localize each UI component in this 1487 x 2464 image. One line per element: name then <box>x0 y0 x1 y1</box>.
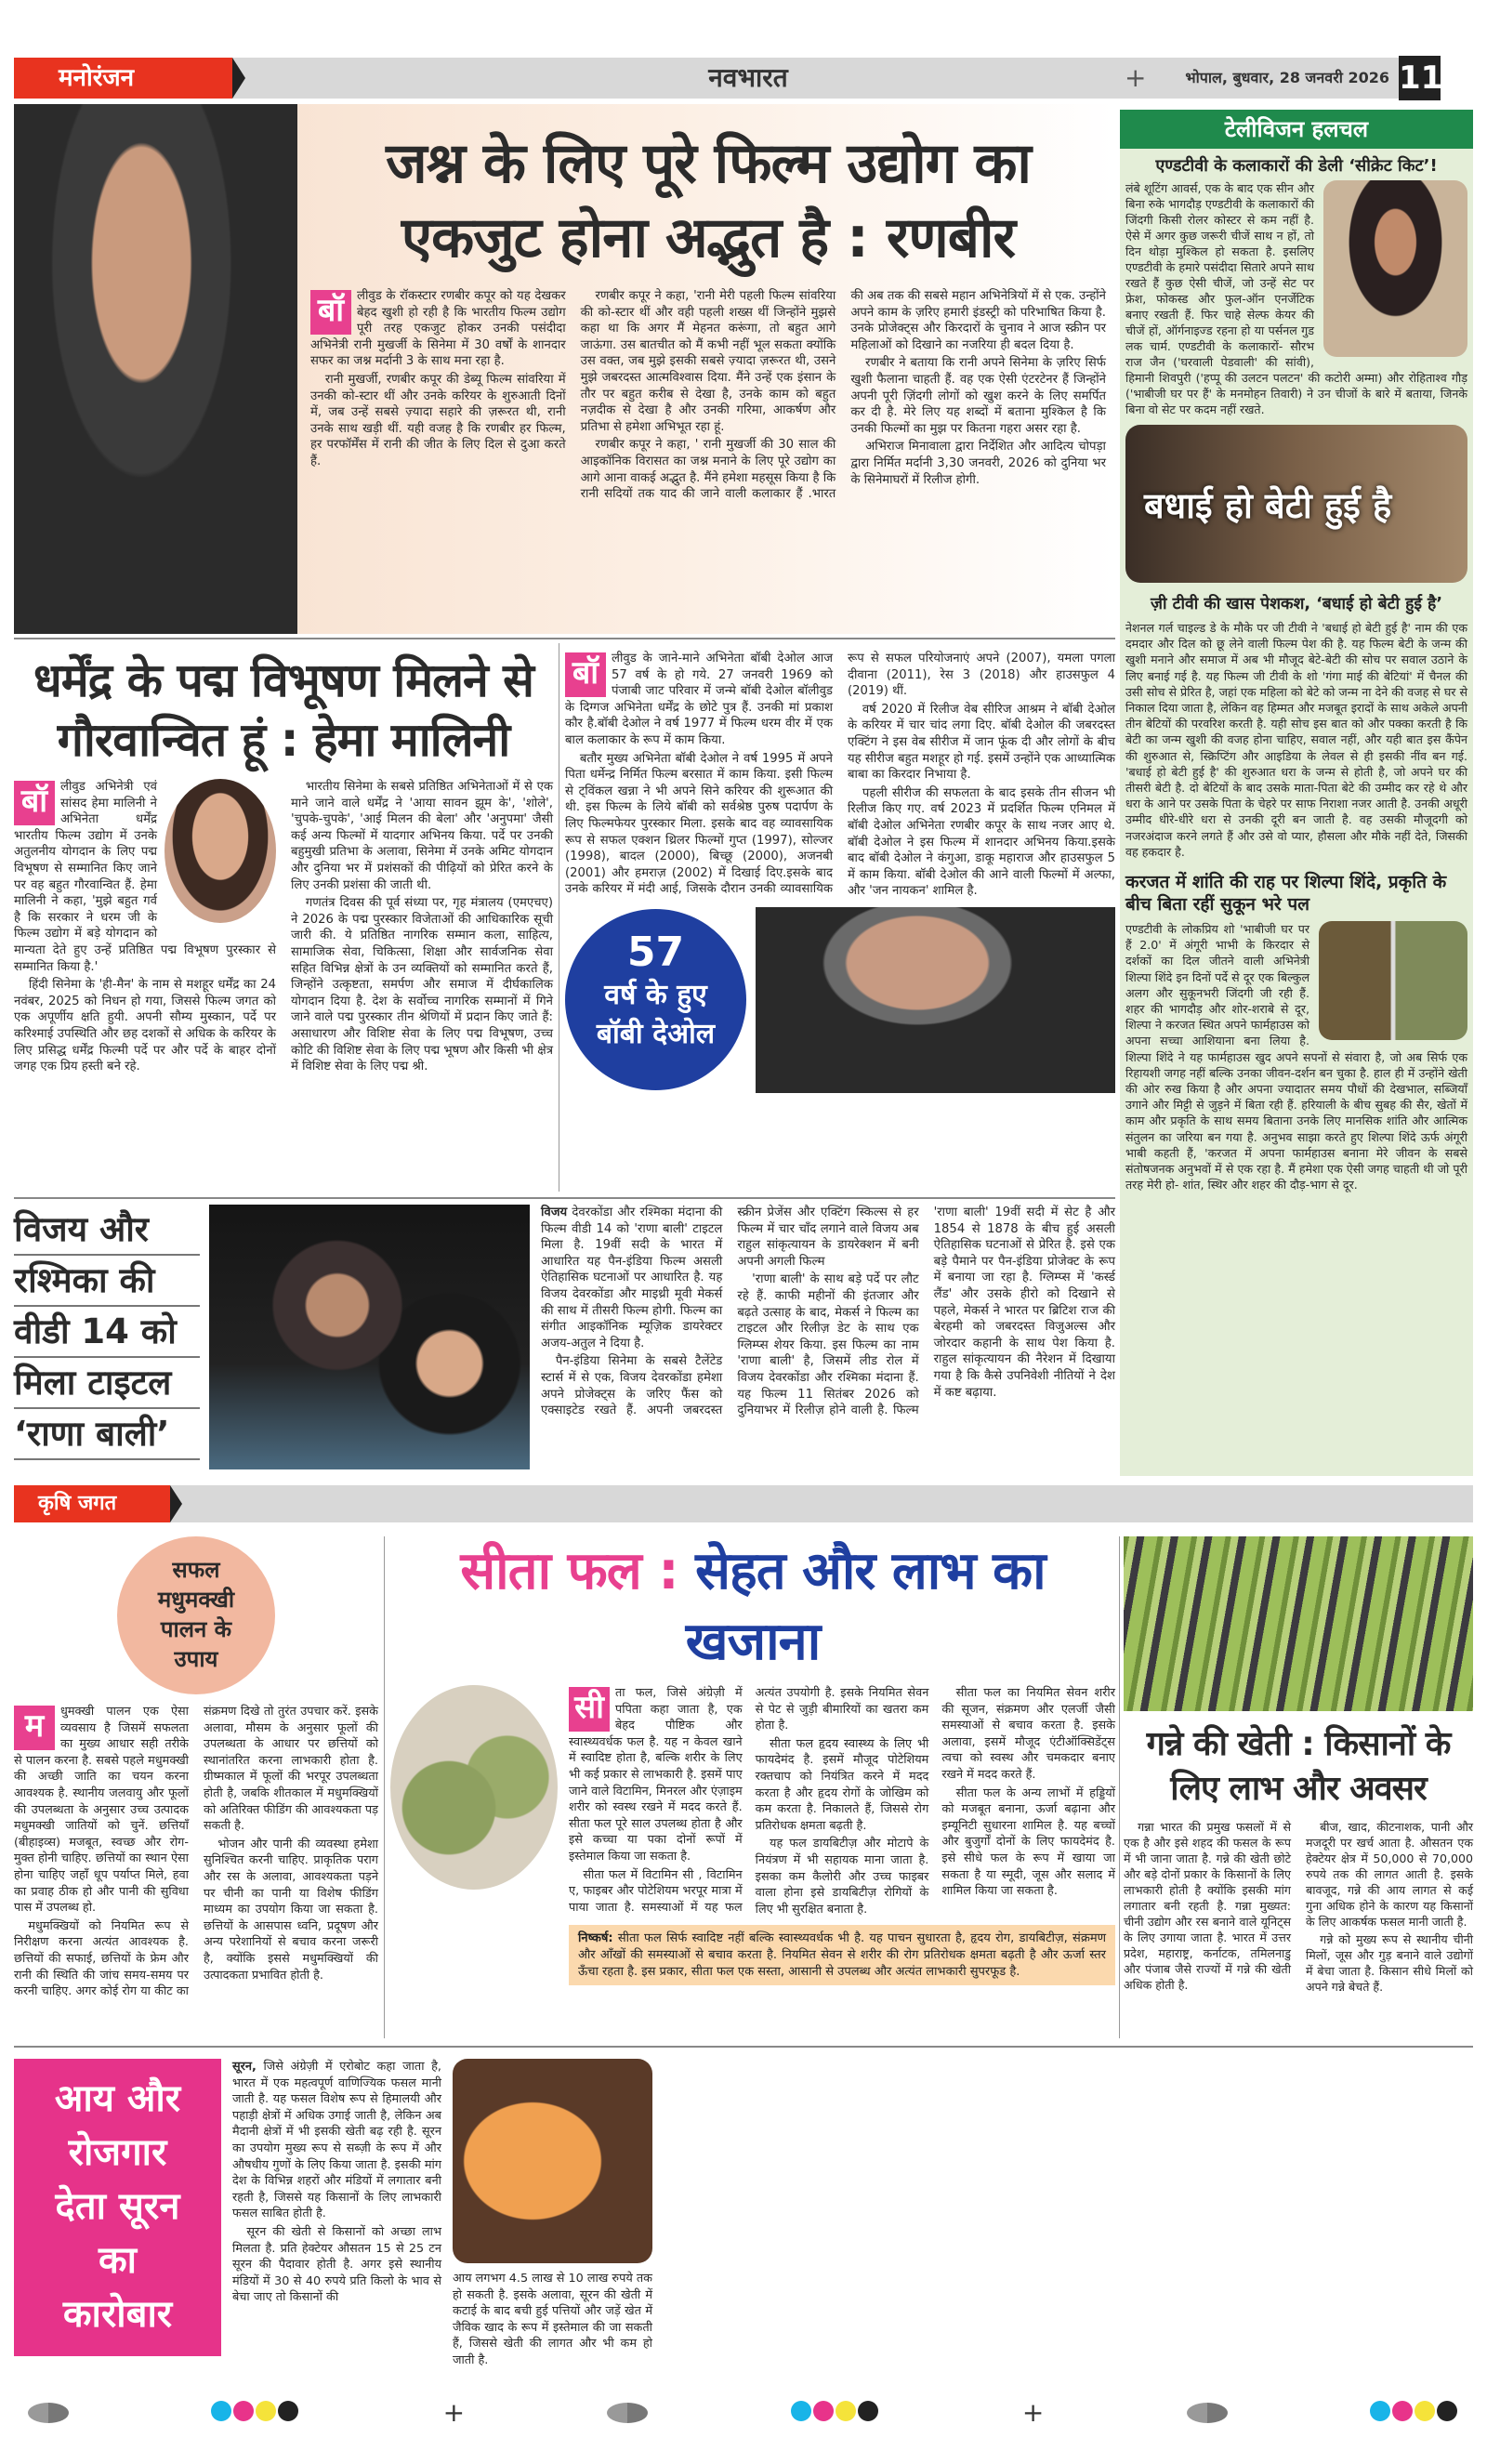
crosshair-mark: + <box>442 2397 466 2429</box>
headline-part: सीता फल : <box>460 1541 678 1601</box>
color-dots <box>1370 2401 1459 2425</box>
sugarcane-body <box>1124 1819 1473 1996</box>
vijay-rashmika-photo <box>209 1205 530 1469</box>
vijay-story <box>14 1205 1115 1469</box>
ranbir-photo <box>14 104 297 634</box>
left-stories <box>14 104 1115 1469</box>
tv-story3-headline: करजत में शांति की राह पर शिल्पा शिंदे, प्रकृति के बीच बिता रहीं सुकून भरे पल <box>1125 872 1447 916</box>
sitaphal-content <box>390 1685 1115 1985</box>
paragraph: यह फल डायबिटीज़ और मोटापे के नियंत्रण में भी सहायक माना जाता है. इसका कम कैलोरी और उच्च फाइबर वाला होना इसे डायबिटीज़ रोगियों के लिए भी सुरक्षित बनाता है. <box>755 1837 929 1917</box>
paragraph: पैन-इंडिया सिनेमा के सबसे टैलेंटेड स्टार्स में से एक, विजय देवरकोंडा हमेशा अपने प्रोजेक्ट्स के जरिए फैंस को एक्साइटेड रखते हैं. अपनी जबरदस्त स्क्रीन प्रेजेंस और एक्टिंग स्किल्स से हर फिल्म में चार चाँद लगाने वाले विजय अब राहुल सांकृत्यायन के डायरेक्शन में बनी अपनी अगली फिल्म <box>541 1206 919 1418</box>
paragraph: लीवुड अभिनेत्री एवं सांसद हेमा मालिनी ने अभिनेता धर्मेंद्र भारतीय फिल्म उद्योग में उनके अतुलनीय योगदान के लिए पद्म विभूषण से सम्मानित किए जाने पर वह बहुत गौरवान्वित हैं. हेमा मालिनी ने कहा, 'मुझे बहुत गर्व है कि सरकार ने धरम जी के फिल्म उद्योग में बड़े योगदान को मान्यता देते हुए उन्हें प्रतिष्ठित पद्म विभूषण पुरस्कार से सम्मानित किया है.' <box>14 780 276 974</box>
dropcap: बॉ <box>310 290 351 335</box>
ranbir-headline <box>310 126 1106 275</box>
headline-line: ‘राणा बाली’ <box>14 1409 200 1460</box>
conclusion-text: सीता फल सिर्फ स्वादिष्ट नहीं बल्कि स्वास्थ्यवर्धक भी है. यह पाचन सुधारता है, हृदय रोग, डायबिटीज़, संक्रमण और आँखों की समस्याओं से बचाव करता है. नियमित सेवन से शरीर की रोग प्रतिरोधक क्षमता बढ़ती है और ऊर्जा स्तर ऊँचा रहता है. इस प्रकार, सीता फल एक सस्ता, आसानी से उपलब्ध और अत्यंत लाभकारी सुपरफूड है. <box>578 1931 1106 1979</box>
bobby-visuals <box>565 907 1115 1093</box>
suran-body <box>232 2059 441 2308</box>
sitaphal-body <box>569 1685 1115 1917</box>
paragraph: नेशनल गर्ल चाइल्ड डे के मौके पर जी टीवी ने 'बधाई हो बेटी हुई है' नाम की एक दमदार और दिल को छू लेने वाली फिल्म पेश की है. यह फिल्म बेटी के जन्म की खुशी मनाने और समाज में अब भी मौजूद बेटे-बेटी की सोच पर सवाल उठाने के लिए बनाई गई है. यह फिल्म जी टीवी के शो 'गंगा माई की बेटियां' में चैनल की उसी सोच से प्रेरित है, जहां एक महिला को बेटे को जन्म ना देने की वजह से घर से निकाल दिया जाता है, लेकिन वह हिम्मत और मजबूत इरादों के साथ अकेले अपनी तीन बेटियों की परवरिश करती है. यही सोच इस बात को और पक्का करती है कि बेटी का जन्म खुशी की वजह होना चाहिए, सवाल नहीं, और यही बात इस कैंपेन की शुरुआत से, स्क्रिप्टिंग और आइडिया के लेवल से ही इसकी नींव बन गई. 'बधाई हो बेटी हुई है' की शुरुआत धरा के जन्म से होती है, जो अपने घर की तीसरी बेटी है. दो बेटियों के बाद उसके माता-पिता बेटे की उम्मीद कर रहे थे और धरा के आने पर उसके पिता के चेहरे पर साफ निराशा नजर आती है. उनकी अधूरी उम्मीद धीरे-धीरे धरा से उनकी दूरी बन जाती है. वह उसकी मौजूदगी को नजरअंदाज करने लगते हैं और उसे वो प्यार, हौसला और मौके नहीं देते, जिसकी वह हकदार है. <box>1125 621 1467 859</box>
paragraph: सीता फल में विटामिन सी , विटामिन ए, फाइबर और पोटेशियम भरपूर मात्रा में पाया जाता है. समस्याओं में यह फल अत्यंत उपयोगी है. इसके नियमित सेवन से पेट से जुड़ी बीमारियों का खतरा कम होता है. <box>569 1686 929 1915</box>
gray-mark <box>607 2403 648 2423</box>
hema-story <box>14 643 553 1192</box>
divider <box>14 2046 1473 2048</box>
ranbir-story <box>14 104 1115 634</box>
beti-show-title: बधाई हो बेटी हुई है <box>1144 485 1392 526</box>
divider <box>14 638 1115 639</box>
headline-line: उपाय <box>174 1646 218 1672</box>
paragraph: गन्ने को मुख्य रूप से स्थानीय चीनी मिलों, जूस और गुड़ बनाने वाले उद्योगों में बेचा जाता है. किसान सीधे मिलों को अपने गन्ने बेचते हैं. <box>1306 1932 1473 1994</box>
paragraph: आय लगभग 4.5 लाख से 10 लाख रुपये तक हो सकती है. इसके अलावा, सूरन की खेती में कटाई के बाद बची हुई पत्तियों और जड़ें खेत में जैविक खाद के रूप में इस्तेमाल की जा सकती हैं, जिससे खेती की लागत और भी कम हो जाती है. <box>453 2272 652 2367</box>
bee-story <box>14 1536 378 2038</box>
crosshair-mark: + <box>1021 2397 1045 2429</box>
headline-line: एकजुट होना अद्भुत है : रणबीर <box>401 205 1016 270</box>
badge-number: 57 <box>626 929 685 977</box>
bee-body <box>14 1704 378 2000</box>
paragraph: रणबीर कपूर ने कहा, ' रानी मुखर्जी की 30 साल की आइकॉनिक विरासत का जश्न मनाने के लिए पूरे उद्योग का आगे आना वाकई अद्भुत है. मैंने हमेशा महसूस किया है कि रानी सदियों तक याद की जाने वाली कलाकार हैं .भारत की अब तक की सबसे महान अभिनेत्रियों में से एक. उन्होंने अपने काम के ज़रिए हमारी इंडस्ट्री को परिभाषित किया है. उनके प्रोजेक्ट्स और किरदारों के चुनाव ने आज स्क्रीन पर महिलाओं को दिखाने का नजरिया ही बदल दिया है. <box>580 289 1106 502</box>
krishi-header <box>14 1485 1473 1522</box>
headline-line: वीडी 14 को <box>14 1307 200 1358</box>
headline-line: सफल <box>172 1557 220 1583</box>
conclusion-label: निष्कर्ष: <box>578 1931 613 1946</box>
paragraph: रणबीर कपूर ने कहा, 'रानी मेरी पहली फिल्म सांवरिया की को-स्टार थीं और वही पहली शख्स थीं जिन्होंने मुझसे कहा था कि अगर मैं मेहनत करूंगा, तो बहुत आगे जाऊंगा. उस बातचीत को मैं कभी नहीं भूल सकता क्योंकि उस वक्त, जब मुझे इसकी सबसे ज़्यादा ज़रूरत थी, उसने मुझे जबरदस्त आत्मविश्वास दिया. मैंने उन्हें एक इंसान के तौर पर बहुत करीब से देखा है, उनके काम को बहुत नज़दीक से देखा है और उनकी गरिमा, आकर्षण और प्रतिभा से हमेशा अभिभूत रहा हूं. <box>580 289 836 434</box>
bobby-body <box>565 651 1115 900</box>
sitaphal-text <box>569 1685 1115 1985</box>
headline-line: लिए लाभ और अवसर <box>1170 1770 1427 1808</box>
sugarcane-story <box>1124 1536 1473 2038</box>
hema-photo <box>164 779 276 923</box>
paragraph: देवरकोंडा और रश्मिका मंदाना की फिल्म वीडी 14 को 'राणा बाली' टाइटल मिला है. 19वीं सदी के भारत में आधारित यह पैन-इंडिया फिल्म असली ऐतिहासिक घटनाओं पर आधारित है. यह विजय देवरकोंडा और माइथ्री मूवी मेकर्स की साथ में तीसरी फिल्म होगी. फिल्म का संगीत आइकॉनिक म्यूज़िक डायरेक्टर अजय-अतुल ने दिया है. <box>541 1206 723 1351</box>
headline-line: मधुमक्खी <box>157 1587 235 1613</box>
color-dots <box>211 2401 300 2425</box>
paragraph: मधुमक्खियों को नियमित रूप से निरीक्षण करना अत्यंत आवश्यक है. छत्तियों की सफाई, छत्तियों के फ्रेम और रानी की स्थिति की जांच समय-समय पर करनी चाहिए. अगर कोई रोग या कीट का संक्रमण दिखे तो तुरंत उपचार करें. इसके अलावा, मौसम के अनुसार फूलों की उपलब्धता के आधार पर छत्तियों को स्थानांतरित करना लाभकारी होता है. ग्रीष्मकाल में फूलों की भरपूर उपलब्धता होती है, जबकि शीतकाल में मधुमक्खियों को अतिरिक्त फीडिंग की आवश्यकता पड़ सकती है. <box>14 1705 378 1999</box>
paragraph: भारतीय सिनेमा के सबसे प्रतिष्ठित अभिनेताओं में से एक माने जाने वाले धर्मेंद्र ने 'आया सावन झूम के', 'शोले', 'चुपके-चुपके', 'आई मिलन की बेला' और 'अनुपमा' जैसी कई अन्य फिल्मों में यादगार अभिनय किया. पर्दे पर उनकी बहुमुखी प्रतिभा के अलावा, सिनेमा में उनके अमिट योगदान और दुनिया भर में प्रशंसकों की पीढ़ियों को प्रेरित करने के लिए उनकी प्रशंसा की जाती थी. <box>291 780 553 892</box>
paragraph: रणबीर ने बताया कि रानी अपने सिनेमा के ज़रिए सिर्फ खुशी फैलाना चाहती हैं. वह एक ऐसी एंटरटेनर हैं जिन्होंने अपनी पूरी ज़िंदगी लोगों को खुश करने के लिए समर्पित कर दी है. मेरे लिए यह शब्दों में बताना मुश्किल है कि उनकी फिल्मों का मुझ पर कितना गहरा असर रहा है. <box>850 356 1106 436</box>
color-dots <box>791 2401 880 2425</box>
suran-story <box>14 2059 1473 2371</box>
tv-story1-headline: एण्डटीवी के कलाकारों की डेली ‘सीक्रेट किट’! <box>1155 156 1438 176</box>
headline-line: गौरवान्वित हूं : हेमा मालिनी <box>57 713 510 767</box>
paragraph: पहली सीरीज की सफलता के बाद इसके तीन सीजन भी रिलीज किए गए. वर्ष 2023 में प्रदर्शित फिल्म एनिमल में बॉबी देओल अभिनेता रणबीर कपूर के साथ नजर आए थे. बॉबी देओल ने इस फिल्म में शानदार अभिनय किया.इसके बाद बॉबी देओल ने कंगुआ, डाकू महाराज और हाउसफुल 5 में काम किया. बॉबी देओल की आने वाली फिल्मों में अल्फा, और 'जन नायकन' शामिल है. <box>848 785 1115 899</box>
tv-story3-body <box>1120 921 1473 1192</box>
section-label: कृषि जगत <box>14 1485 170 1522</box>
hema-headline <box>14 643 553 770</box>
paragraph: वर्ष 2020 में रिलीज वेब सीरिज आश्रम ने बॉबी देओल के करियर में चार चांद लगा दिए. बॉबी देओल की जबरदस्त एक्टिंग ने इस वेब सीरीज में जान फूंक दी और लोगों के बीच यह सीरीज बहुत मशहूर हो गई. इसमें उन्होंने एक आध्यात्मिक बाबा का किरदार निभाया है. <box>848 702 1115 783</box>
paragraph: गन्ना भारत की प्रमुख फसलों में से एक है और इसे शहद की फसल के रूप में भी जाना जाता है. गन्ने की खेती छोटे और बड़े दोनों प्रकार के किसानों के लिए लाभकारी होती है क्योंकि इसकी मांग लगातार बनी रहती है. गन्ना मुख्यत: चीनी उद्योग और रस बनाने वाले यूनिट्स के लिए उगाया जाता है. भारत में उत्तर प्रदेश, महाराष्ट्र, कर्नाटक, तमिलनाडु और पंजाब जैसे राज्यों में गन्ने की खेती अधिक होती है. <box>1124 1820 1291 1992</box>
sugarcane-headline <box>1124 1722 1473 1812</box>
paragraph: लीवुड के रॉकस्टार रणबीर कपूर को यह देखकर बेहद खुशी हो रही है कि भारतीय फिल्म उद्योग पूरी तरह एकजुट होकर उनकी पसंदीदा अभिनेत्री रानी मुखर्जी के सिनेमा में 30 वर्षों के शानदार सफर का जश्न मर्दानी 3 के साथ मना रहा है. <box>310 289 566 369</box>
hema-body <box>14 779 553 1077</box>
headline-line: धर्मेंद्र के पद्म विभूषण मिलने से <box>33 653 533 707</box>
tv-story2-headline: ज़ी टीवी की खास पेशकश, ‘बधाई हो बेटी हुई है’ <box>1151 595 1442 613</box>
divider <box>384 1536 385 2038</box>
paragraph: सीता फल हृदय स्वास्थ्य के लिए भी फायदेमंद है. इसमें मौजूद पोटेशियम रक्तचाप को नियंत्रित करने में मदद करता है और हृदय रोगों के जोखिम को कम करता है. निकालते हैं, जिससे रोग प्रतिरोधक क्षमता बढ़ती है. <box>755 1736 929 1833</box>
bee-headline-circle <box>117 1536 275 1694</box>
sitaphal-photo <box>390 1685 558 1890</box>
masthead: नवभारत <box>708 62 788 93</box>
hema-bobby-row <box>14 643 1115 1192</box>
headline-line: पालन के <box>160 1616 232 1642</box>
headline-line: रश्मिका की <box>14 1256 200 1307</box>
badge-text: बॉबी देओल <box>596 1018 716 1051</box>
page-header <box>14 58 1441 99</box>
paragraph: जिसे अंग्रेज़ी में एरोबोट कहा जाता है, भारत में एक महत्वपूर्ण वाणिज्यिक फसल मानी जाती है. यह फसल विशेष रूप से हिमालयी और पहाड़ी क्षेत्रों में अधिक उगाई जाती है, लेकिन अब मैदानी क्षेत्रों में भी इसकी खेती बढ़ रही है. सूरन का उपयोग मुख्य रूप से सब्ज़ी के रूप में और औषधीय गुणों के लिए किया जाता है. इसकी मांग देश के विभिन्न शहरों और मंडियों में लगातार बनी रहती है, जिससे यह किसानों के लिए लाभकारी फसल साबित होती है. <box>232 2060 441 2221</box>
bobby-photo <box>756 907 1115 1093</box>
conclusion-box <box>569 1925 1115 1985</box>
paragraph: एण्डटीवी के लोकप्रिय शो 'भाबीजी घर पर हैं 2.0' में अंगूरी भाभी के किरदार से दर्शकों का दिल जीतने वाली अभिनेत्री शिल्पा शिंदे इन दिनों पर्दे से दूर एक बिल्कुल अलग और सुकूनभरी जिंदगी जी रही हैं. शहर की भागदौड़ और शोर-शराबे से दूर, शिल्पा ने करजत स्थित अपने फार्महाउस को अपना सच्चा आशियाना बना लिया है. शिल्पा शिंदे ने यह फार्महाउस खुद अपने सपनों से संवारा है, जो अब सिर्फ एक रिहायशी जगह नहीं बल्कि उनका जीवन-दर्शन बन चुका है. हाल ही में उन्होंने खेती की ओर रुख किया है और अपना ज्यादातर समय पौधों की देखभाल, सब्जियाँ उगाने और मिट्टी से जुड़ने में बिता रही हैं. हरियाली के बीच सुबह की सैर, खेतों में काम और प्रकृति के साथ समय बिताना उनके लिए मानसिक शांति और आत्मिक संतुलन का जरिया बन गया है. अनुभव साझा करते हुए शिल्पा शिंदे ऊर्फ अंगूरी भाबी कहती हैं, 'करजत में अपना फार्महाउस बनाना मेरे जीवन के सबसे संतोषजनक अनुभवों में से एक रहा है. मैं हमेशा एक ऐसी जगह चाहती थी जो पूरी तरह मेरी हो- शांत, स्थिर और शहर की दौड़-भाग से दूर. <box>1125 922 1467 1192</box>
paragraph: हिंदी सिनेमा के 'ही-मैन' के नाम से मशहूर धर्मेंद्र का 24 नवंबर, 2025 को निधन हो गया, जिससे फिल्म जगत को एक अपूर्णीय क्षति हुयी. अपनी सौम्य मुस्कान, पर्दे पर करिश्माई उपस्थिति और छह दशकों से अधिक के करियर के लिए प्रसिद्ध धर्मेंद्र फिल्मी पर्दे पर और पर्दे के बाहर दोनों जगह एक प्रिय हस्ती बने रहे. <box>14 978 276 1074</box>
crosshair-mark: + <box>1125 62 1147 93</box>
suran-headline-box <box>14 2059 221 2356</box>
ranbir-body <box>310 288 1106 503</box>
paragraph: लीवुड के जाने-माने अभिनेता बॉबी देओल आज 57 वर्ष के हो गये. 27 जनवरी 1969 को पंजाबी जाट परिवार में जन्मे बॉबी देओल बॉलीवुड के दिग्गज अभिनेता धर्मेंद्र के छोटे पुत्र हैं. उनकी मां प्रकाश कौर है.बॉबी देओल ने वर्ष 1977 में फिल्म धरम वीर में एक बाल कलाकार के रूप में काम किया. <box>565 652 833 747</box>
shilpa-photo <box>1319 921 1467 1040</box>
paragraph: गणतंत्र दिवस की पूर्व संध्या पर, गृह मंत्रालय (एमएचए) ने 2026 के पद्म पुरस्कार विजेताओं की आधिकारिक सूची जारी की. ये प्रतिष्ठित नागरिक सम्मान कला, साहित्य, सामाजिक सेवा, चिकित्सा, शिक्षा और सार्वजनिक सेवा सहित विभिन्न क्षेत्रों के उन व्यक्तियों को सम्मानित करते हैं, जिन्होंने उत्कृष्टता, समर्पण और समाज में दीर्घकालिक योगदान दिया है. देश के सर्वोच्च नागरिक सम्मानों में गिने जाने वाले पद्म पुरस्कार तीन श्रेणियों में प्रदान किए जाते हैं: असाधारण और विशिष्ट सेवा के लिए पद्म विभूषण, उच्च कोटि की विशिष्ट सेवा के लिए पद्म भूषण और किसी भी क्षेत्र में विशिष्ट सेवा के लिए पद्म श्री. <box>291 896 553 1074</box>
bobby-story <box>565 643 1115 1192</box>
section-arrow <box>170 1485 182 1522</box>
dropcap: बॉ <box>565 652 606 697</box>
paragraph: 'राणा बाली' के साथ बड़े पर्दे पर लौट रहे हैं. काफी महीनों की इंतजार और बढ़ते उत्साह के बाद, मेकर्स ने फिल्म का टाइटल और रिलीज़ डेट के साथ एक ग्लिम्प्स शेयर किया. इस फिल्म का नाम 'राणा बाली' है, जिसमें लीड रोल में विजय देवरकोंडा और रश्मिका मंदाना हैं. यह फिल्म 11 सितंबर 2026 को दुनियाभर में रिलीज़ होने वाली है. फिल्म 'राणा बाली' 19वीं सदी में सेट है और 1854 से 1878 के बीच हुई असली ऐतिहासिक घटनाओं से प्रेरित है. इसे एक बड़े पैमाने पर पैन-इंडिया प्रोजेक्ट के रूप में बनाया जा रहा है. ग्लिम्प्स में 'कर्स्ड लैंड' और उसके हीरो को दिखाने से पहले, मेकर्स ने भारत पर ब्रिटिश राज की बेरहमी को जबरदस्त विजुअल्स और जोरदार कहानी के साथ पेश किया है. राहुल सांकृत्यायन की नैरेशन में दिखाया गया है कि कैसे उपनिवेशी नीतियों ने देश में कष्ट बढ़ाया. <box>737 1206 1115 1418</box>
headline-line: जश्न के लिए पूरे फिल्म उद्योग का <box>386 131 1031 196</box>
krishi-row <box>14 1536 1473 2038</box>
headline-line: गन्ने की खेती : किसानों के <box>1146 1725 1451 1763</box>
top-row <box>14 104 1473 1476</box>
paragraph: बीज, खाद, कीटनाशक, पानी और मजदूरी पर खर्च आता है. औसतन एक हेक्टेयर क्षेत्र में 50,000 से 70,000 रुपये तक की लागत आती है. इसके बावजूद, गन्ने की आय लागत से कई गुना अधिक होने के कारण यह किसानों के लिए आकर्षक फसल मानी जाती है. <box>1306 1820 1473 1929</box>
paragraph: सूरन की खेती से किसानों को अच्छा लाभ मिलता है. प्रति हेक्टेयर औसतन 15 से 25 टन सूरन की पैदावार होती है. अगर इसे स्थानीय मंडियों में 30 से 40 रुपये प्रति किलो के भाव से बेचा जाए तो किसानों की <box>232 2224 441 2305</box>
section-arrow <box>232 58 245 99</box>
paragraph: सीता फल के अन्य लाभों में हड्डियों को मजबूत बनाना, ऊर्जा बढ़ाना और इम्यूनिटी सुधारना शामिल है. यह बच्चों और बुजुर्गों दोनों के लिए फायदेमंद है. इसे सीधे फल के रूप में खाया जा सकता है या स्मूदी, जूस और सलाद में शामिल किया जा सकता है. <box>941 1785 1115 1899</box>
headline-line: रोजगार <box>68 2131 167 2174</box>
sitaphal-headline <box>390 1536 1115 1678</box>
ranbir-content <box>297 104 1115 634</box>
headline-line: आय और <box>54 2077 181 2120</box>
tv-story1-body <box>1120 180 1473 417</box>
gray-mark <box>1187 2403 1228 2423</box>
television-column <box>1120 110 1473 1476</box>
suran-photo-column <box>453 2059 652 2371</box>
actress-photo <box>1323 180 1467 357</box>
divider <box>1119 1536 1120 2038</box>
paragraph: ता फल, जिसे अंग्रेज़ी में पपिता कहा जाता है, एक बेहद पौष्टिक और स्वास्थ्यवर्धक फल है. यह न केवल खाने में स्वादिष्ट होता है, बल्कि शरीर के लिए भी कई प्रकार से लाभकारी है. इसमें पाए जाने वाले विटामिन, मिनरल और एंज़ाइम शरीर को स्वस्थ रखने में मदद करते हैं. सीता फल पूरे साल उपलब्ध होता है और इसे कच्चा या पका दोनों रूपों में इस्तेमाल किया जा सकता है. <box>569 1686 743 1864</box>
gray-mark <box>28 2403 69 2423</box>
suran-body-continued <box>453 2271 652 2369</box>
headline-line: विजय और <box>14 1205 200 1256</box>
dateline: भोपाल, बुधवार, 28 जनवरी 2026 <box>1185 69 1389 86</box>
dropcap: म <box>14 1706 55 1750</box>
divider <box>14 1197 1115 1199</box>
lead-word: सूरन, <box>232 2060 257 2074</box>
paragraph: सीता फल का नियमित सेवन शरीर की सूजन, संक्रमण और एलर्जी जैसी समस्याओं से बचाव करता है. इसके अलावा, इसमें मौजूद एंटीऑक्सिडेंट्स त्वचा को स्वस्थ और चमकदार बनाए रखने में मदद करते हैं. <box>941 1686 1115 1782</box>
paragraph: अभिराज मिनावाला द्वारा निर्देशित और आदित्य चोपड़ा द्वारा निर्मित मर्दानी 3,30 जनवरी, 2026 को दुनिया भर के सिनेमाघरों में रिलीज होगी. <box>850 440 1106 487</box>
lead-word: विजय <box>541 1206 568 1219</box>
badge-text: वर्ष के हुए <box>604 979 707 1012</box>
sugarcane-photo <box>1124 1536 1473 1711</box>
headline-line: कारोबार <box>62 2293 173 2336</box>
dropcap: सी <box>569 1687 610 1732</box>
headline-line: देता सूरन <box>55 2185 180 2228</box>
paragraph: धुमक्खी पालन एक ऐसा व्यवसाय है जिसमें सफलता का मुख्य आधार सही तरीके से पालन करना है. सबसे पहले मधुमक्खी की अच्छी जाति का चयन करना आवश्यक है. स्थानीय जलवायु और फूलों की उपलब्धता के अनुसार उच्च उत्पादक मधुमक्खी जातियों को चुनें. छत्तियाँ (बीहाइव्स) मजबूत, स्वच्छ और रोग-मुक्त होनी चाहिए. छत्तियों का स्थान ऐसा होना चाहिए जहाँ धूप पर्याप्त मिले, हवा का प्रवाह ठीक हो और पानी की सुविधा पास में उपलब्ध हो. <box>14 1705 189 1916</box>
beti-show-image <box>1125 425 1467 583</box>
headline-line: का <box>98 2239 138 2282</box>
page-number: 11 <box>1399 56 1441 100</box>
paragraph: रानी मुखर्जी, रणबीर कपूर की डेब्यू फिल्म सांवरिया में उनकी को-स्टार थीं और उनके करियर के शुरुआती दिनों में, जब उन्हें सबसे ज़्यादा सहारे की ज़रूरत थी, रानी उनके साथ खड़ी थीं. यही वजह है कि रणबीर हर फिल्म, हर परफॉर्मेंस में रानी की जीत के लिए दिल से दुआ करते हैं. <box>310 372 566 468</box>
headline-line: मिला टाइटल <box>14 1358 200 1409</box>
print-registration-marks <box>28 2399 1459 2427</box>
section-label: मनोरंजन <box>14 58 232 99</box>
bobby-age-badge <box>565 909 746 1090</box>
paragraph: बतौर मुख्य अभिनेता बॉबी देओल ने वर्ष 1995 में अपने पिता धर्मेन्द्र निर्मित फिल्म बरसात में काम किया. इसी फिल्म से ट्विंकल खन्ना ने भी अपने सिने करियर की शुरूआत की थी. इस फिल्म के लिये बॉबी को सर्वश्रेष्ठ पुरुष पदार्पण के लिए फिल्मफेयर पुरस्कार मिला. इसके बाद वह व्यावसायिक रूप से सफल एक्शन थ्रिलर फिल्मों गुप्त (1997), सोल्जर (1998), बादल (2000), बिच्छू (2000), अजनबी (2001) और हमराज़ (2002) में दिखाई दिए.इसके बाद उनके करियर में मंदी आई, जिसके दौरान उनकी व्यावसायिक रूप से सफल परियोजनाएं अपने (2007), यमला पगला दीवाना (2011), रेस 3 (2018) और हाउसफुल 4 (2019) थीं. <box>565 652 1115 897</box>
dropcap: बॉ <box>14 781 55 825</box>
tv-story2-body <box>1120 620 1473 860</box>
vijay-body <box>541 1205 1115 1419</box>
vijay-headline <box>14 1205 200 1460</box>
tv-section-header: टेलीविजन हलचल <box>1120 110 1473 149</box>
headline-part: सेहत और लाभ का खजाना <box>685 1541 1046 1672</box>
paragraph: लंबे शूटिंग आवर्स, एक के बाद एक सीन और बिना रुके भागदौड़ एण्डटीवी के कलाकारों की जिंदगी किसी रोलर कोस्टर से कम नहीं है. ऐसे में अगर कुछ जरूरी चीजें साथ न हों, तो दिन थोड़ा मुश्किल हो सकता है. इसलिए एण्डटीवी के हमारे पसंदीदा सितारे अपने साथ रखते हैं कुछ ऐसी चीजें, जो उन्हें सेट पर फ्रेश, फोकस्ड और फुल-ऑन एनर्जेटिक बनाए रखती हैं. फिर चाहे सेल्फ केयर की चीजें हों, ऑर्गनाइज्ड रहना हो या पर्सनल गुड लक चार्म. एण्डटीवी के कलाकारों- सौरभ राज जैन ('घरवाली पेडवाली' की सांवी), हिमानी शिवपुरी ('हप्पू की उलटन पलटन' की कटोरी अम्मा) और रोहिताश्व गौड़ ('भाबीजी घर पर हैं' के मनमोहन तिवारी) ने उन चीजों के बारे में बताया, जिनके बिना वो सेट पर कदम नहीं रखते. <box>1125 181 1467 416</box>
sitaphal-story <box>390 1536 1115 2038</box>
suran-photo <box>453 2059 652 2263</box>
paragraph: भोजन और पानी की व्यवस्था हमेशा सुनिश्चित करनी चाहिए. प्राकृतिक पराग और रस के अलावा, आवश्यकता पड़ने पर चीनी का पानी या विशेष फीडिंग माध्यम का उपयोग किया जा सकता है. छत्तियों के आसपास ध्वनि, प्रदूषण और अन्य परेशानियों से बचाव करना जरूरी है, क्योंकि इससे मधुमक्खियों की उत्पादकता प्रभावित होती है. <box>204 1837 378 1983</box>
